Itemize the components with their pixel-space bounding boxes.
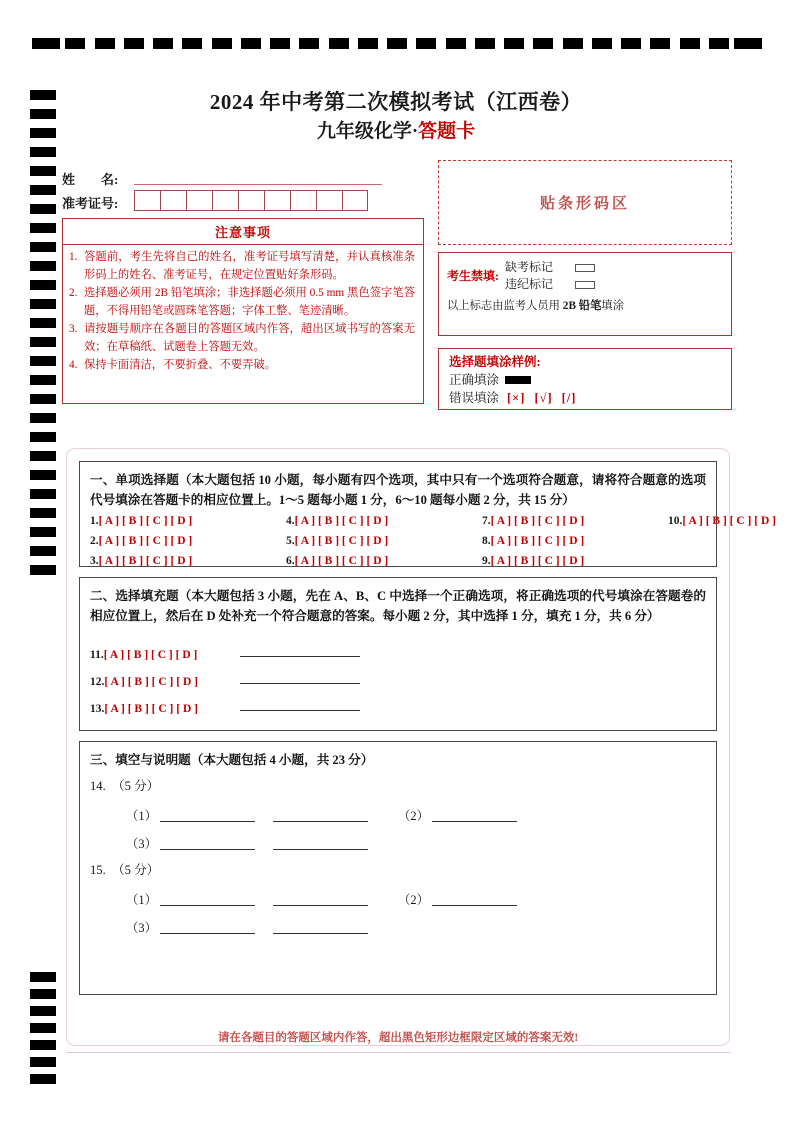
timing-mark: [30, 394, 56, 404]
timing-mark: [182, 38, 202, 49]
wrong-fill-row: [449, 389, 721, 407]
timing-mark: [30, 204, 56, 214]
timing-mark: [416, 38, 436, 49]
answer-blank-line[interactable]: [273, 848, 368, 850]
timing-mark: [30, 527, 56, 537]
answer-blank-line[interactable]: [432, 820, 517, 822]
timing-mark: [270, 38, 290, 49]
mc-question-number: 4.: [286, 515, 295, 527]
notice-item-number: 2.: [69, 287, 78, 299]
timing-mark: [30, 166, 56, 176]
mc-answer-row-4[interactable]: [286, 515, 388, 527]
answer-blank-line[interactable]: [432, 904, 517, 906]
timing-mark: [30, 1023, 56, 1033]
mc-option-bubbles[interactable]: [90, 649, 240, 661]
mc-question-number: 9.: [482, 555, 491, 567]
sub-question-label: （2）: [397, 809, 429, 823]
mc-answer-row-5[interactable]: [286, 535, 388, 547]
timing-mark: [329, 38, 349, 49]
wrong-fill-samples: [507, 389, 585, 407]
mc-option-bubbles[interactable]: [ A ] [ B ] [ C ] [ D ]: [294, 515, 389, 527]
timing-mark: [621, 38, 641, 49]
timing-mark: [387, 38, 407, 49]
timing-mark: [504, 38, 524, 49]
timing-mark: [446, 38, 466, 49]
sub-question-label: （3）: [126, 837, 157, 851]
forbidden-marks-head: 考生禁填:: [447, 268, 499, 283]
timing-mark: [30, 280, 56, 290]
timing-mark: [592, 38, 612, 49]
absent-mark-bubble[interactable]: [575, 264, 595, 272]
page-title: 2024 年中考第二次模拟考试（江西卷）: [209, 90, 583, 114]
timing-mark: [30, 375, 56, 385]
mc-option-bubbles[interactable]: [ A ] [ B ] [ C ] [ D ]: [490, 515, 585, 527]
timing-mark: [358, 38, 378, 49]
timing-mark: [32, 38, 60, 49]
absent-mark-item: [505, 259, 595, 276]
name-row: [62, 164, 424, 188]
page-title-block: [60, 88, 732, 146]
mc-answer-row-3[interactable]: [90, 555, 192, 567]
mc-answer-row-2[interactable]: [90, 535, 192, 547]
timing-mark: [30, 470, 56, 480]
notice-box: [62, 218, 424, 404]
mc-option-bubbles[interactable]: [ A ] [ B ] [ C ] [ D ]: [98, 555, 193, 567]
top-timing-marks: [0, 0, 794, 60]
question-heading-14: [90, 774, 706, 798]
notice-list: [63, 245, 423, 375]
answer-blank-line[interactable]: [160, 904, 255, 906]
wrong-fill-sample: [×]: [507, 391, 526, 405]
mc-answer-row-1[interactable]: [90, 515, 192, 527]
timing-mark: [30, 1040, 56, 1050]
fill-example-title: 选择题填涂样例:: [449, 355, 541, 369]
timing-mark: [30, 109, 56, 119]
notice-item: [69, 357, 415, 375]
forbidden-note-bold: 2B 铅笔: [562, 300, 602, 312]
mc-question-number: 3.: [90, 555, 99, 567]
fill-answer-row-11[interactable]: [90, 634, 706, 661]
timing-mark: [734, 38, 762, 49]
answer-blank-line[interactable]: [273, 932, 368, 934]
notice-item-text: 请按题号顺序在各题目的答题区域内作答，超出区域书写的答案无效；在草稿纸、试题卷上答题无效。: [84, 323, 415, 353]
mc-option-bubbles[interactable]: [ A ] [ B ] [ C ] [ D ]: [682, 515, 776, 527]
timing-mark: [30, 432, 56, 442]
mc-option-bubbles[interactable]: [90, 703, 240, 715]
question-number: 15.: [90, 863, 119, 877]
mc-question-number: 13.: [90, 703, 105, 715]
mc-question-number: 1.: [90, 515, 99, 527]
answer-blank-line[interactable]: [240, 709, 360, 711]
mc-question-number: 6.: [286, 555, 295, 567]
answer-blank-line[interactable]: [240, 682, 360, 684]
footer-divider: [66, 1052, 730, 1053]
timing-mark: [30, 242, 56, 252]
section-3-answer-body[interactable]: [90, 774, 706, 938]
timing-mark: [709, 38, 729, 49]
answer-blank-line[interactable]: [160, 848, 255, 850]
wrong-fill-sample: [√]: [534, 391, 553, 405]
timing-mark: [533, 38, 553, 49]
timing-mark: [95, 38, 115, 49]
mc-answer-row-8[interactable]: [482, 535, 584, 547]
timing-mark: [30, 989, 56, 999]
notice-item-number: 1.: [69, 251, 78, 263]
barcode-paste-area[interactable]: [438, 160, 732, 245]
timing-mark: [30, 147, 56, 157]
page-subtitle: [60, 118, 732, 146]
section-1-box: [79, 461, 776, 567]
page-subtitle-sheet: 答题卡: [418, 121, 476, 142]
timing-mark: [30, 1074, 56, 1084]
timing-mark: [30, 356, 56, 366]
name-label: 姓 名:: [62, 172, 119, 187]
timing-mark: [30, 318, 56, 328]
notice-item-number: 4.: [69, 359, 78, 371]
mc-answer-row-10[interactable]: [668, 515, 776, 527]
mc-answer-row-7[interactable]: [482, 515, 584, 527]
exam-number-cell[interactable]: [186, 190, 212, 211]
mc-option-bubbles[interactable]: [90, 676, 240, 688]
notice-item: [69, 249, 415, 284]
sub-question-row[interactable]: [90, 910, 706, 938]
section-1-answer-grid[interactable]: [90, 515, 776, 573]
mc-option-bubbles[interactable]: [ A ] [ B ] [ C ] [ D ]: [490, 535, 585, 547]
timing-mark: [241, 38, 261, 49]
mc-option-bubbles[interactable]: [ A ] [ B ] [ C ] [ D ]: [294, 535, 389, 547]
timing-mark: [30, 508, 56, 518]
timing-mark: [30, 337, 56, 347]
notice-title: 注意事项: [63, 219, 423, 245]
timing-mark: [475, 38, 495, 49]
timing-mark: [30, 1057, 56, 1067]
timing-mark: [650, 38, 670, 49]
timing-mark: [30, 261, 56, 271]
forbidden-note-prefix: 以上标志由监考人员用: [447, 300, 563, 312]
mc-question-number: 12.: [90, 676, 105, 688]
answer-blank-line[interactable]: [240, 655, 360, 657]
violation-mark-bubble[interactable]: [575, 281, 595, 289]
notice-item-text: 答题前，考生先将自己的姓名，准考证号填写清楚，并认真核准条形码上的姓名、准考证号，在规定位置贴好条形码。: [84, 251, 415, 281]
fill-answer-row-12[interactable]: [90, 661, 706, 688]
sub-question-label: （2）: [397, 893, 429, 907]
barcode-area-label: 贴条形码区: [539, 196, 630, 212]
section-3-heading: 三、填空与说明题（本大题包括 4 小题，共 23 分）: [90, 753, 374, 767]
timing-mark: [30, 223, 56, 233]
mc-answer-row-9[interactable]: [482, 555, 584, 567]
mc-question-number: 2.: [90, 535, 99, 547]
timing-mark: [30, 489, 56, 499]
forbidden-marks-note: [447, 297, 723, 313]
question-points: （5 分）: [118, 779, 160, 793]
timing-mark: [65, 38, 85, 49]
sub-question-label: （1）: [126, 809, 157, 823]
fill-answer-row-13[interactable]: [90, 688, 706, 715]
timing-mark: [30, 128, 56, 138]
sub-question-row[interactable]: [90, 882, 706, 910]
mc-answer-row-6[interactable]: [286, 555, 388, 567]
exam-number-cell[interactable]: [290, 190, 316, 211]
mc-option-labels: [ A ] [ B ] [ C ] [ D ]: [104, 676, 198, 688]
exam-number-grid[interactable]: [134, 190, 368, 211]
name-input-line[interactable]: [134, 184, 382, 185]
timing-mark: [680, 38, 700, 49]
mc-option-labels: [ A ] [ B ] [ C ] [ D ]: [103, 649, 198, 661]
question-points: （5 分）: [118, 863, 160, 877]
exam-number-cell[interactable]: [134, 190, 160, 211]
timing-mark: [30, 299, 56, 309]
mc-option-bubbles[interactable]: [ A ] [ B ] [ C ] [ D ]: [294, 555, 389, 567]
section-2-answer-rows[interactable]: [90, 634, 706, 715]
forbidden-marks-items: [505, 259, 595, 293]
absent-mark-label: 缺考标记: [505, 260, 554, 274]
section-2-box: [79, 577, 717, 731]
timing-mark: [30, 1006, 56, 1016]
answer-blank-line[interactable]: [160, 820, 255, 822]
timing-mark: [30, 546, 56, 556]
timing-mark: [30, 413, 56, 423]
exam-number-cell[interactable]: [160, 190, 186, 211]
wrong-fill-label: 错误填涂: [449, 391, 500, 405]
mc-option-labels: [ A ] [ B ] [ C ] [ D ]: [104, 703, 198, 715]
identity-area: [62, 164, 424, 216]
wrong-fill-sample: [/]: [561, 391, 577, 405]
notice-item: [69, 285, 415, 320]
forbidden-marks-line: [447, 259, 723, 293]
timing-mark: [212, 38, 232, 49]
timing-mark: [153, 38, 173, 49]
mc-option-bubbles[interactable]: [ A ] [ B ] [ C ] [ D ]: [98, 515, 193, 527]
page-subtitle-subject: 九年级化学·: [316, 121, 419, 142]
exam-number-cell[interactable]: [264, 190, 290, 211]
timing-mark: [30, 90, 56, 100]
sub-question-row[interactable]: [90, 826, 706, 854]
notice-item: [69, 321, 415, 356]
exam-number-row: [62, 188, 424, 212]
question-number: 14.: [90, 779, 119, 793]
exam-number-cell[interactable]: [316, 190, 342, 211]
section-3-box: [79, 741, 717, 995]
exam-number-cell[interactable]: [238, 190, 264, 211]
correct-fill-sample: [505, 376, 531, 384]
notice-item-text: 选择题必须用 2B 铅笔填涂；非选择题必须用 0.5 mm 黑色签字笔答题，不得用铅笔或圆珠笔答题；字体工整、笔迹清晰。: [84, 287, 415, 317]
answer-blank-line[interactable]: [273, 904, 368, 906]
section-2-heading: 二、选择填充题（本大题包括 3 小题，先在 A、B、C 中选择一个正确选项，将正确选项的代号填涂在答题卷的相应位置上，然后在 D 处补充一个符合题意的答案。每小题 2 分，其中选择 1 分，填充 1 分，共 6 分）: [90, 589, 706, 623]
mc-question-number: 10.: [668, 515, 683, 527]
mc-option-bubbles[interactable]: [ A ] [ B ] [ C ] [ D ]: [490, 555, 585, 567]
mc-option-bubbles[interactable]: [ A ] [ B ] [ C ] [ D ]: [98, 535, 193, 547]
correct-fill-row: [449, 371, 721, 389]
section-1-heading: 一、单项选择题（本大题包括 10 小题，每小题有四个选项，其中只有一个选项符合题意，请将符合题意的选项代号填涂在答题卡的相应位置上。1～5 题每小题 1 分，6～10 题每小题 2 分，共 15 分）: [90, 473, 706, 507]
exam-number-cell[interactable]: [212, 190, 238, 211]
sub-question-label: （1）: [126, 893, 157, 907]
timing-mark: [30, 972, 56, 982]
notice-item-text: 保持卡面清洁，不要折叠、不要弄破。: [84, 359, 277, 371]
answer-blank-line[interactable]: [160, 932, 255, 934]
timing-mark: [30, 565, 56, 575]
mc-question-number: 11.: [90, 649, 104, 661]
timing-mark: [299, 38, 319, 49]
correct-fill-label: 正确填涂: [449, 373, 500, 387]
question-heading-15: [90, 858, 706, 882]
mc-question-number: 8.: [482, 535, 491, 547]
sub-question-row[interactable]: [90, 798, 706, 826]
violation-mark-item: [505, 276, 595, 293]
mc-question-number: 7.: [482, 515, 491, 527]
timing-mark: [30, 451, 56, 461]
sub-question-label: （3）: [126, 921, 157, 935]
mc-question-number: 5.: [286, 535, 295, 547]
fill-example-box: [438, 348, 732, 410]
timing-mark: [30, 185, 56, 195]
exam-number-cell[interactable]: [342, 190, 368, 211]
timing-mark: [124, 38, 144, 49]
footer-note: 请在各题目的答题区域内作答，超出黑色矩形边框限定区域的答案无效!: [217, 1032, 579, 1044]
notice-item-number: 3.: [69, 323, 78, 335]
forbidden-note-suffix: 填涂: [601, 300, 625, 312]
timing-mark: [563, 38, 583, 49]
answer-blank-line[interactable]: [273, 820, 368, 822]
forbidden-marks-box: [438, 252, 732, 336]
violation-mark-label: 违纪标记: [505, 277, 554, 291]
answer-area-container: [66, 448, 776, 1046]
exam-number-label: 准考证号:: [62, 196, 119, 211]
